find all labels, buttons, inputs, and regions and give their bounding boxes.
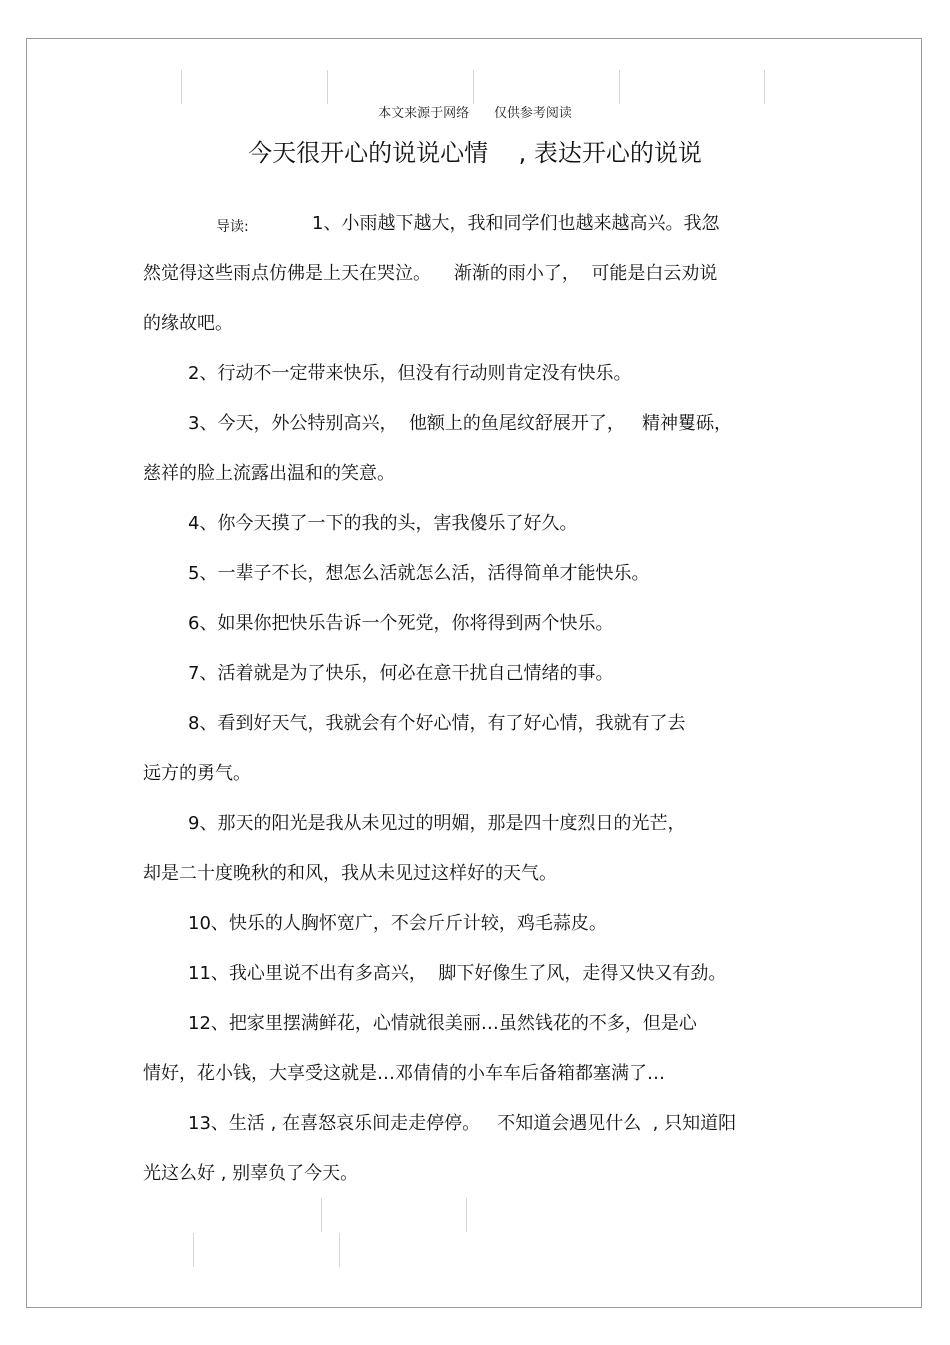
bottom-mark-3 — [193, 1233, 194, 1267]
document-title: 今天很开心的说说心情 , 表达开心的说说 — [248, 139, 702, 167]
bottom-mark-2 — [466, 1198, 467, 1232]
body-line: 3、今天，外公特别高兴， 他额上的鱼尾纹舒展开了， 精神矍砾， — [188, 413, 733, 434]
top-mark-2 — [327, 70, 328, 104]
body-line: 6、如果你把快乐告诉一个死党，你将得到两个快乐。 — [188, 613, 614, 634]
body-line: 慈祥的脸上流露出温和的笑意。 — [143, 463, 395, 484]
body-line: 13、生活 , 在喜怒哀乐间走走停停。 不知道会遇见什么 , 只知道阳 — [188, 1113, 737, 1134]
bottom-mark-1 — [321, 1198, 322, 1232]
source-note: 本文来源于网络 仅供参考阅读 — [378, 106, 572, 121]
body-line: 11、我心里说不出有多高兴， 脚下好像生了风，走得又快又有劲。 — [188, 963, 727, 984]
body-line: 12、把家里摆满鲜花，心情就很美丽…虽然钱花的不多，但是心 — [188, 1013, 697, 1034]
body-line: 8、看到好天气，我就会有个好心情，有了好心情，我就有了去 — [188, 713, 686, 734]
bottom-mark-4 — [339, 1233, 340, 1267]
body-line: 10、快乐的人胸怀宽广，不会斤斤计较，鸡毛蒜皮。 — [188, 913, 607, 934]
body-line: 7、活着就是为了快乐，何必在意干扰自己情绪的事。 — [188, 663, 614, 684]
top-mark-1 — [181, 70, 182, 104]
body-line: 2、行动不一定带来快乐，但没有行动则肯定没有快乐。 — [188, 363, 632, 384]
body-line: 5、一辈子不长，想怎么活就怎么活，活得简单才能快乐。 — [188, 563, 650, 584]
body-line: 9、那天的阳光是我从未见过的明媚，那是四十度烈日的光芒， — [188, 813, 686, 834]
body-line: 4、你今天摸了一下的我的头，害我傻乐了好久。 — [188, 513, 578, 534]
body-line: 的缘故吧。 — [143, 313, 233, 334]
body-line: 1、小雨越下越大，我和同学们也越来越高兴。我忽 — [312, 213, 720, 234]
intro-label: 导读: — [216, 219, 249, 235]
top-mark-3 — [473, 70, 474, 104]
body-line: 远方的勇气。 — [143, 763, 251, 784]
body-line: 却是二十度晚秋的和风，我从未见过这样好的天气。 — [143, 863, 557, 884]
body-line: 情好，花小钱，大享受这就是…邓倩倩的小车车后备箱都塞满了… — [143, 1063, 665, 1084]
top-mark-5 — [764, 70, 765, 104]
body-line: 然觉得这些雨点仿佛是上天在哭泣。 渐渐的雨小了， 可能是白云劝说 — [143, 263, 718, 284]
body-line: 光这么好 , 别辜负了今天。 — [143, 1163, 359, 1184]
top-mark-4 — [619, 70, 620, 104]
